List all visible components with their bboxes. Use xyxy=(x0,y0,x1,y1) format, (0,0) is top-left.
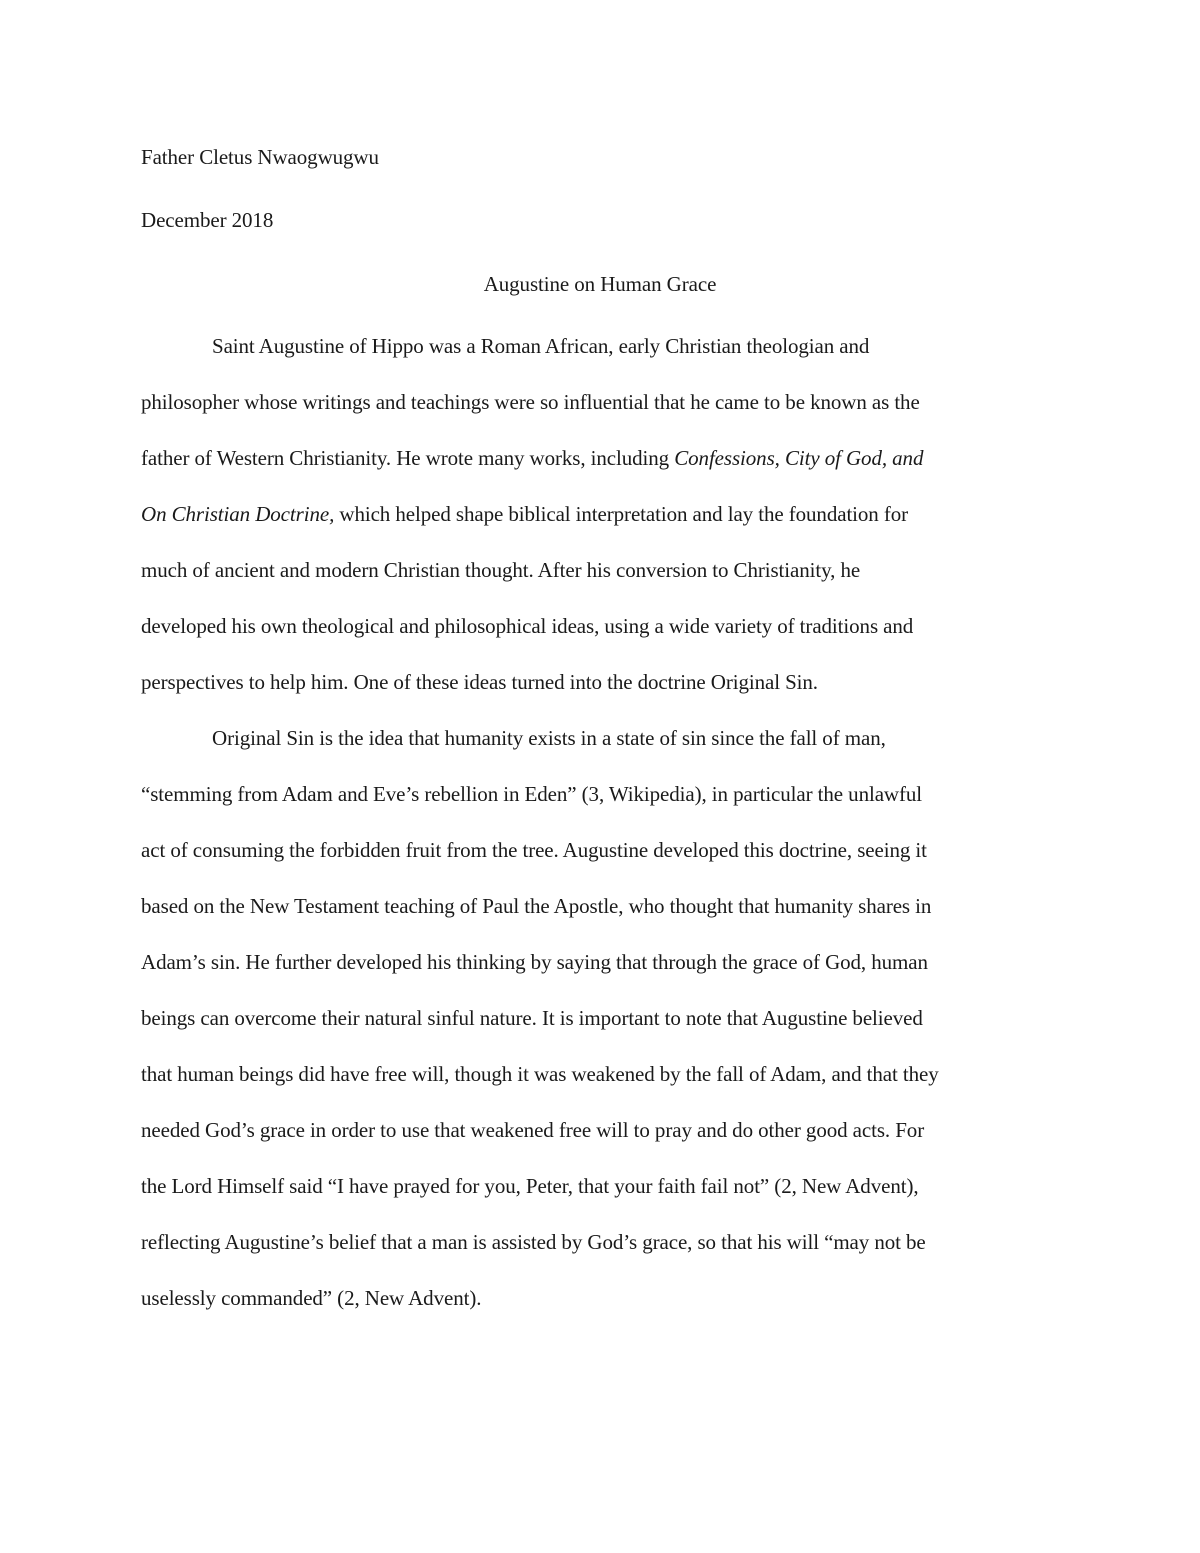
paragraph-line xyxy=(141,781,922,807)
paragraph-line xyxy=(212,725,886,751)
paragraph-line xyxy=(141,669,818,695)
text-run: beings can overcome their natural sinful nature. It is important to note that Augustine believed xyxy=(141,1006,923,1030)
text-run: philosopher whose writings and teachings were so influential that he came to be known as the xyxy=(141,390,920,414)
text-run: Saint Augustine of Hippo was a Roman African, early Christian theologian and xyxy=(212,334,870,358)
text-run: the Lord Himself said “I have prayed for you, Peter, that your faith fail not” (2, New Advent), xyxy=(141,1174,919,1198)
paragraph-line xyxy=(141,1229,926,1255)
text-run: father of Western Christianity. He wrote many works, including xyxy=(141,446,675,470)
document-title: Augustine on Human Grace xyxy=(483,272,717,296)
text-run: Original Sin is the idea that humanity exists in a state of sin since the fall of man, xyxy=(212,726,886,750)
paragraph-line xyxy=(141,1005,923,1031)
paragraph-line xyxy=(141,1117,924,1143)
text-run: Adam’s sin. He further developed his thinking by saying that through the grace of God, human xyxy=(141,950,928,974)
paragraph-line xyxy=(212,333,869,359)
paragraph-line xyxy=(141,837,927,863)
text-run: that human beings did have free will, though it was weakened by the fall of Adam, and that they xyxy=(141,1062,939,1086)
paragraph-line xyxy=(141,893,931,919)
text-run: perspectives to help him. One of these ideas turned into the doctrine Original Sin. xyxy=(141,670,818,694)
italic-book-title: On Christian Doctrine, xyxy=(141,502,335,526)
paragraph-line xyxy=(141,1173,919,1199)
text-run: act of consuming the forbidden fruit from the tree. Augustine developed this doctrine, seeing it xyxy=(141,838,927,862)
italic-book-titles: Confessions, City of God, and xyxy=(674,446,924,470)
paragraph-line xyxy=(141,389,920,415)
text-run: needed God’s grace in order to use that weakened free will to pray and do other good acts. For xyxy=(141,1118,925,1142)
paragraph-line xyxy=(141,445,923,471)
paragraph-line xyxy=(141,1285,481,1311)
text-run: “stemming from Adam and Eve’s rebellion in Eden” (3, Wikipedia), in particular the unlawful xyxy=(141,782,923,806)
author-name: Father Cletus Nwaogwugwu xyxy=(141,145,379,169)
text-run: reflecting Augustine’s belief that a man is assisted by God’s grace, so that his will “may not be xyxy=(141,1230,926,1254)
text-run: based on the New Testament teaching of Paul the Apostle, who thought that humanity shares in xyxy=(141,894,932,918)
document-date: December 2018 xyxy=(141,208,274,232)
text-run: uselessly commanded” (2, New Advent). xyxy=(141,1286,482,1310)
paragraph-line xyxy=(141,501,908,527)
paragraph-line xyxy=(141,1061,939,1087)
paragraph-line xyxy=(141,557,860,583)
text-run: much of ancient and modern Christian thought. After his conversion to Christianity, he xyxy=(141,558,861,582)
paragraph-line xyxy=(141,949,928,975)
paragraph-line xyxy=(141,613,913,639)
text-run: developed his own theological and philosophical ideas, using a wide variety of traditions and xyxy=(141,614,914,638)
text-run: which helped shape biblical interpretation and lay the foundation for xyxy=(334,502,909,526)
